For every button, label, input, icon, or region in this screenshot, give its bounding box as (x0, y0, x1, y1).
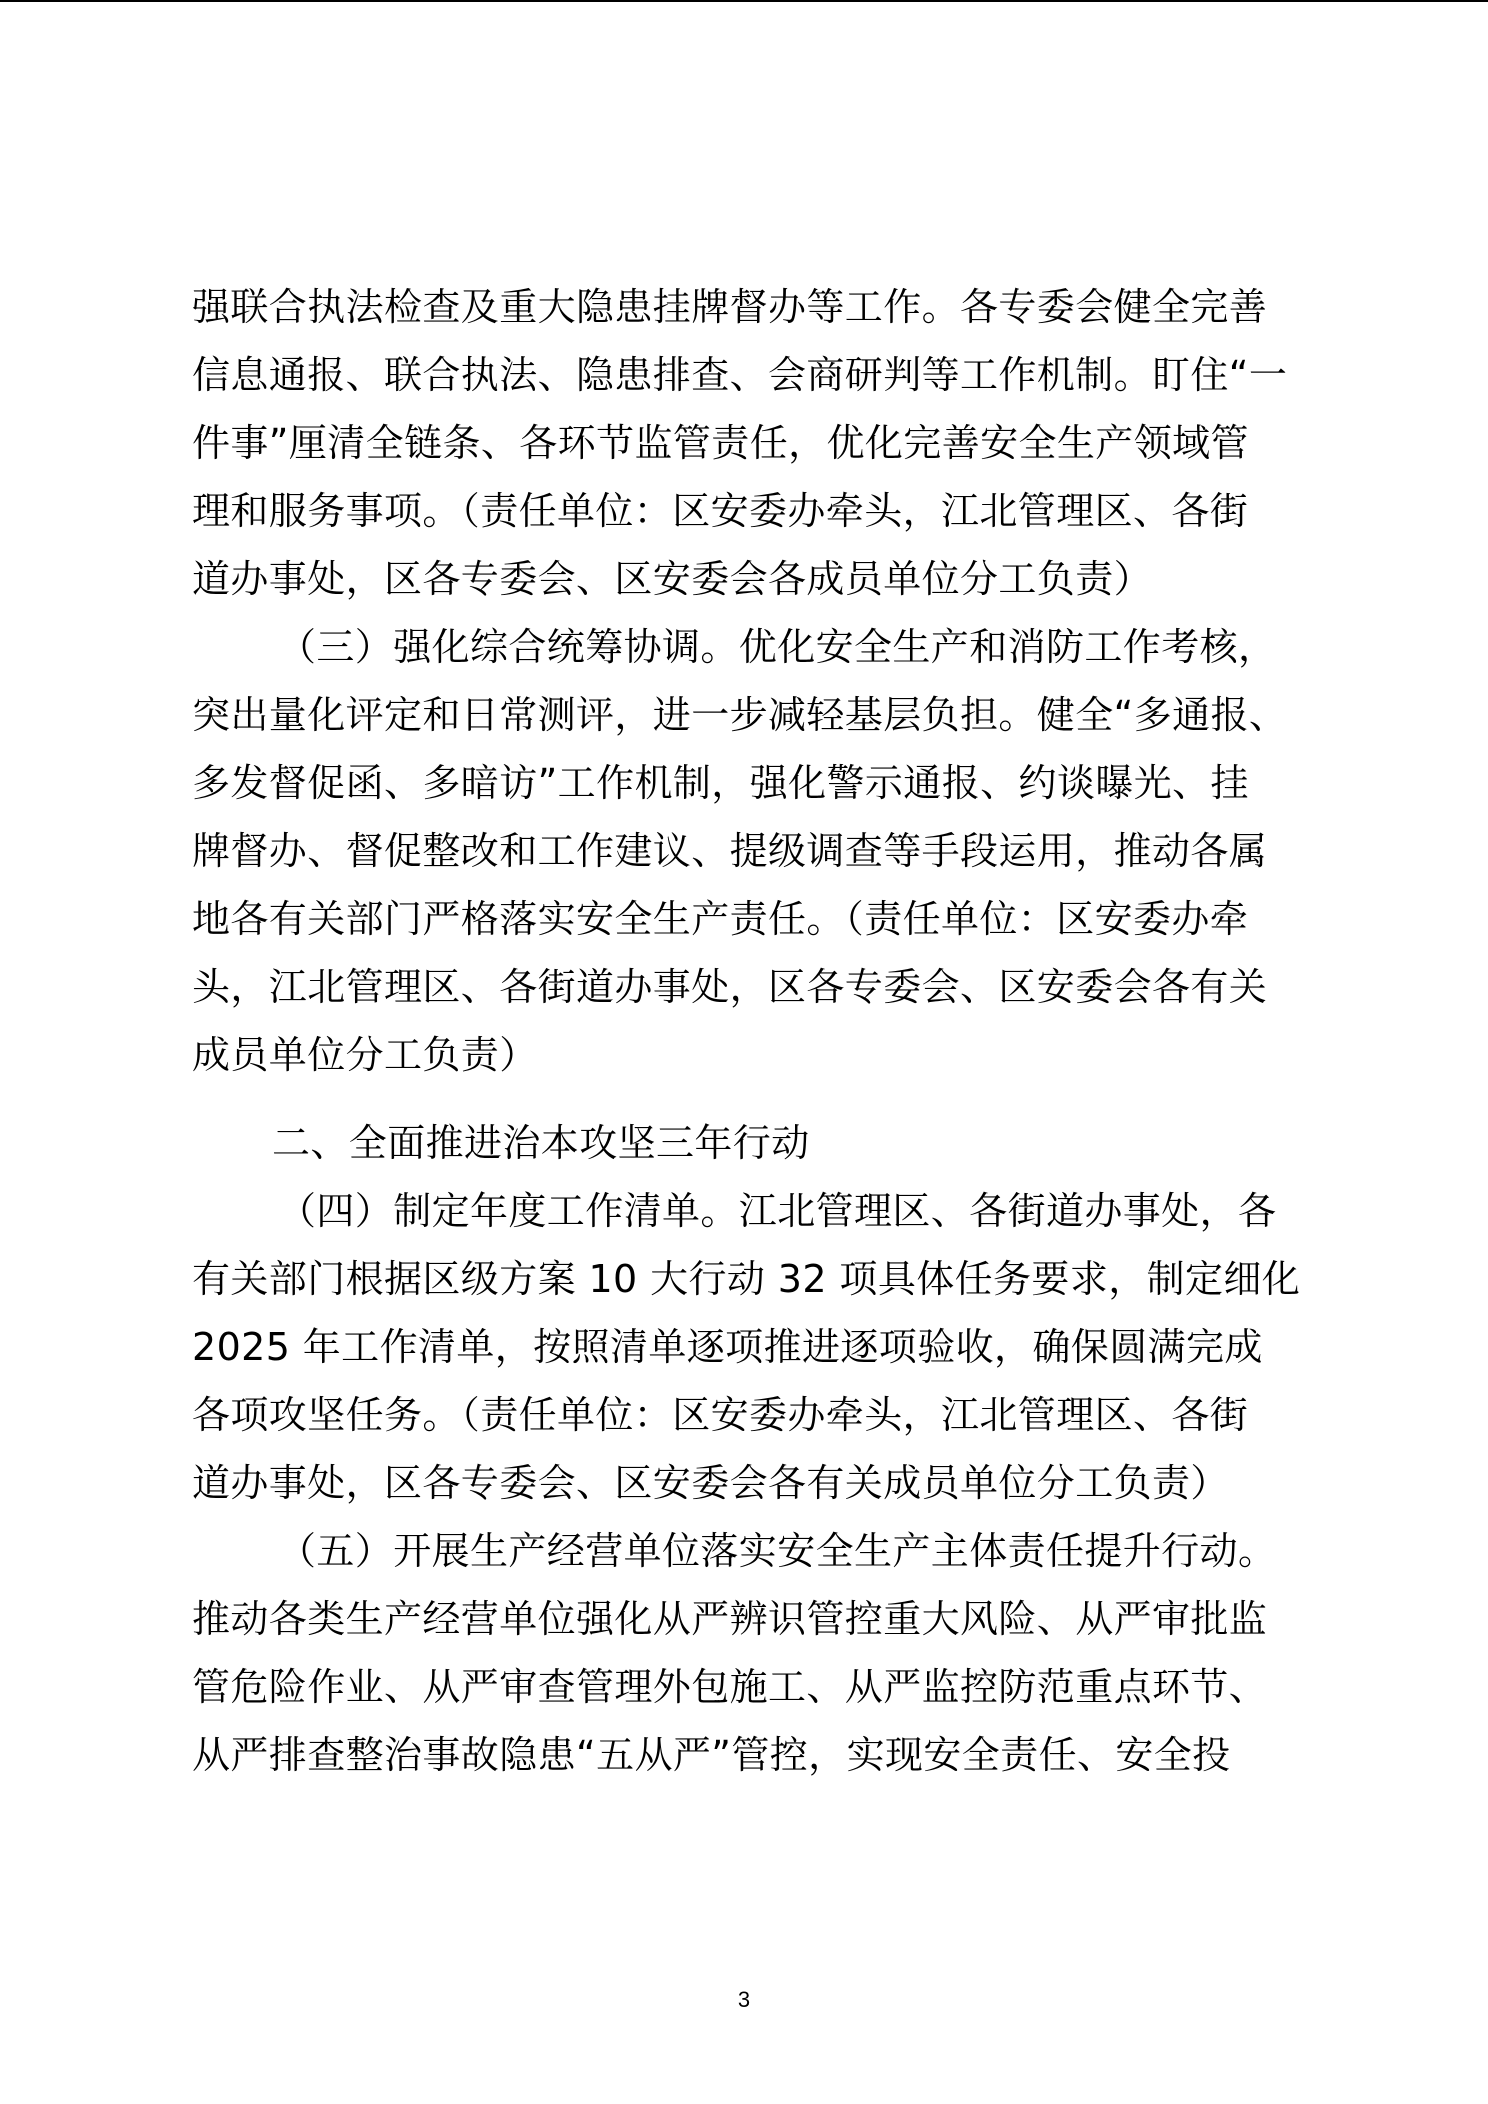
text-line: 各项攻坚任务。（责任单位：区安委办牵头，江北管理区、各街 (192, 1393, 1249, 1437)
text-line: 地各有关部门严格落实安全生产责任。（责任单位：区安委办牵 (192, 897, 1249, 941)
text-line: 多发督促函、多暗访”工作机制，强化警示通报、约谈曝光、挂 (192, 761, 1249, 805)
text-line: 有关部门根据区级方案 10 大行动 32 项具体任务要求，制定细化 (192, 1257, 1301, 1301)
text-line: 强联合执法检查及重大隐患挂牌督办等工作。各专委会健全完善 (192, 285, 1268, 329)
text-line: 理和服务事项。（责任单位：区安委办牵头，江北管理区、各街 (192, 489, 1249, 533)
text-line: 推动各类生产经营单位强化从严辨识管控重大风险、从严审批监 (192, 1597, 1268, 1641)
text-line: 件事”厘清全链条、各环节监管责任，优化完善安全生产领域管 (192, 421, 1249, 465)
page-top-border (0, 0, 1488, 2)
text-line: 牌督办、督促整改和工作建议、提级调查等手段运用，推动各属 (192, 829, 1268, 873)
text-line: （三）强化综合统筹协调。优化安全生产和消防工作考核， (278, 625, 1277, 669)
text-line: （四）制定年度工作清单。江北管理区、各街道办事处，各 (278, 1189, 1277, 1233)
text-line: 2025 年工作清单，按照清单逐项推进逐项验收，确保圆满完成 (192, 1325, 1263, 1369)
text-line: 从严排查整治事故隐患“五从严”管控，实现安全责任、安全投 (192, 1733, 1231, 1777)
text-line: 信息通报、联合执法、隐患排查、会商研判等工作机制。盯住“一 (192, 353, 1288, 397)
text-line: 成员单位分工负责） (192, 1033, 538, 1077)
section-heading: 二、全面推进治本攻坚三年行动 (272, 1121, 810, 1165)
text-line: 道办事处，区各专委会、区安委会各有关成员单位分工负责） (192, 1461, 1229, 1505)
text-line: （五）开展生产经营单位落实安全生产主体责任提升行动。 (278, 1529, 1277, 1573)
page-number: 3 (737, 1987, 751, 2012)
text-line: 突出量化评定和日常测评，进一步减轻基层负担。健全“多通报、 (192, 693, 1288, 737)
text-line: 头，江北管理区、各街道办事处，区各专委会、区安委会各有关 (192, 965, 1268, 1009)
text-line: 道办事处，区各专委会、区安委会各成员单位分工负责） (192, 557, 1153, 601)
text-line: 管危险作业、从严审查管理外包施工、从严监控防范重点环节、 (192, 1665, 1268, 1709)
